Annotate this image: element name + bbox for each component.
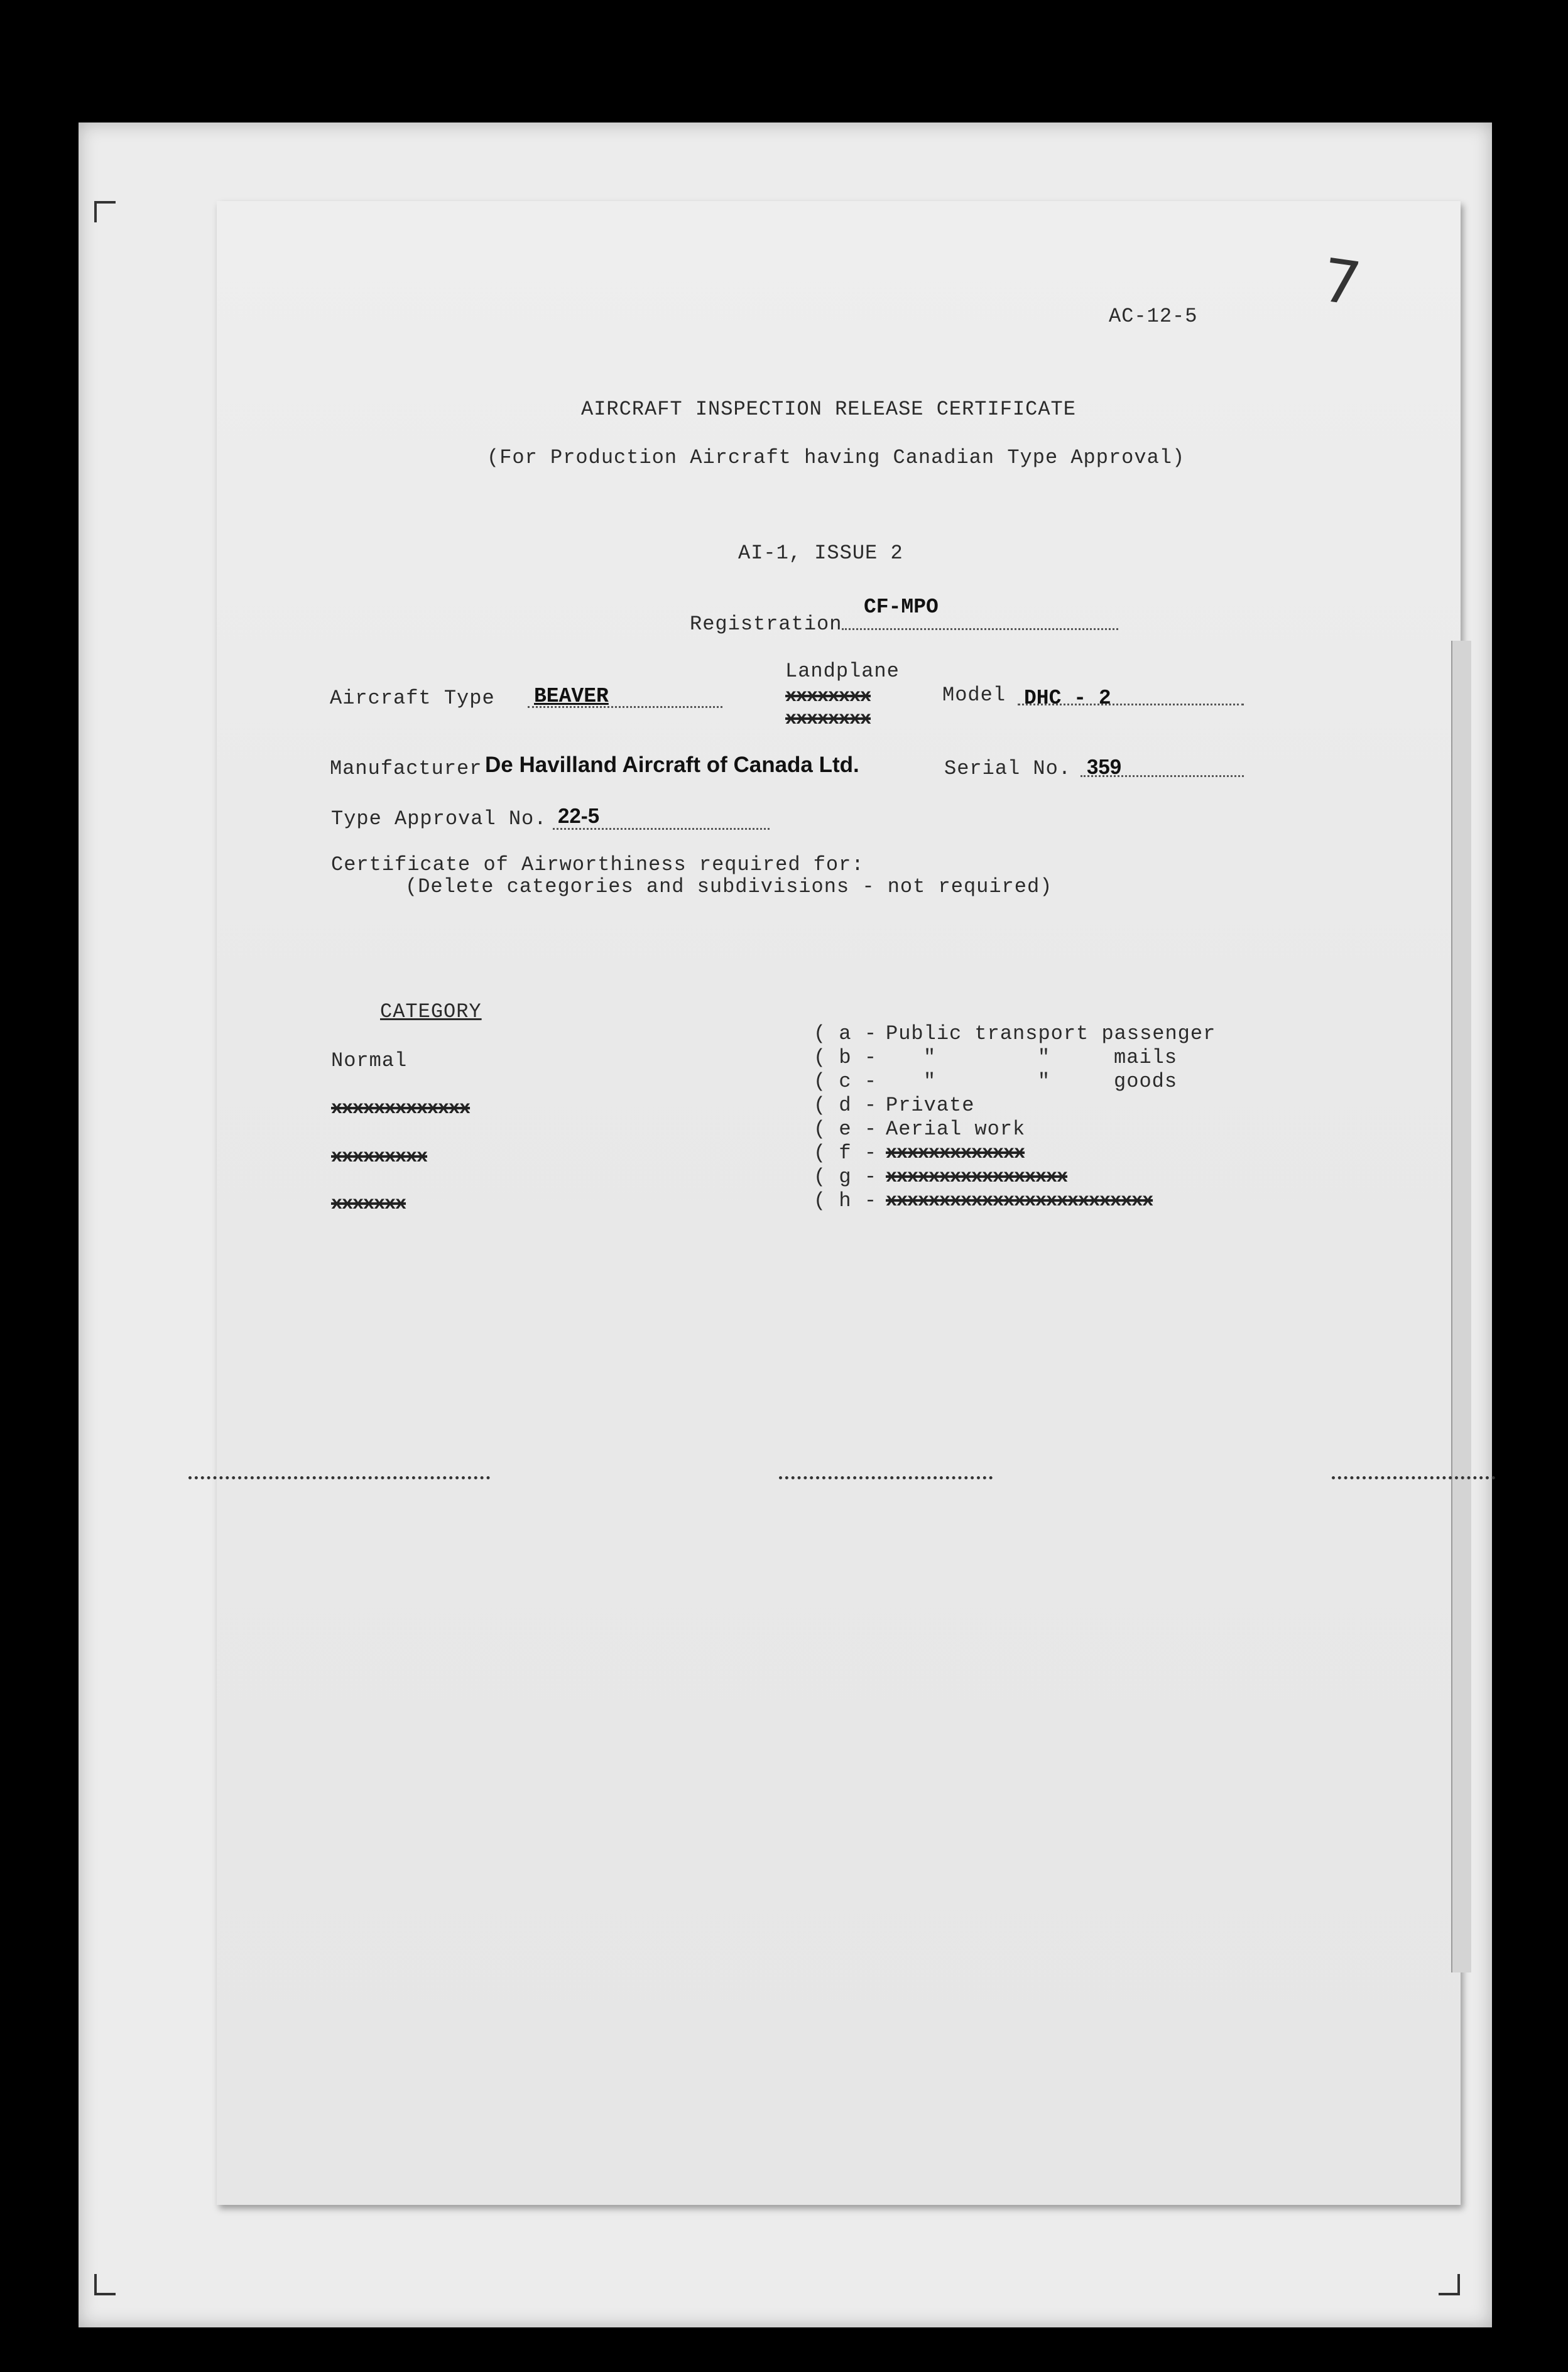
certificate-line-1: Certificate of Airworthiness required for: (331, 853, 864, 876)
form-code: AC-12-5 (1109, 305, 1198, 328)
corner-mark-bottom-left (94, 2274, 116, 2295)
document-title: AIRCRAFT INSPECTION RELEASE CERTIFICATE (581, 398, 1076, 421)
subdivision-e-text: Aerial work (886, 1118, 1026, 1141)
registration-value: CF-MPO (864, 596, 939, 619)
subdivision-h-struck: xxxxxxxxxxxxxxxxxxxxxxxxx (886, 1190, 1153, 1212)
subdivision-a-marker: ( a - (814, 1022, 878, 1045)
type-approval-line (553, 828, 770, 830)
category-struck-2: xxxxxxxxx (331, 1146, 428, 1168)
serial-line (1081, 775, 1244, 777)
aircraft-type-label: Aircraft Type (330, 687, 495, 710)
fold-line-middle (779, 1476, 993, 1479)
subdivision-d-marker: ( d - (814, 1094, 878, 1117)
subdivision-h-marker: ( h - (814, 1189, 878, 1212)
category-struck-3: xxxxxxx (331, 1194, 406, 1215)
certificate-line-2: (Delete categories and subdivisions - not required) (405, 875, 1053, 898)
subdivision-e-marker: ( e - (814, 1118, 878, 1141)
aircraft-type-value: BEAVER (534, 685, 609, 708)
fold-line-left (188, 1476, 490, 1479)
subdivision-b-text: " " mails (923, 1046, 1178, 1069)
serial-value: 359 (1087, 755, 1122, 778)
subdivision-d-text: Private (886, 1094, 975, 1117)
corner-mark-bottom-right (1439, 2274, 1460, 2295)
landplane-struck-2: xxxxxxxx (785, 709, 871, 730)
document-subtitle: (For Production Aircraft having Canadian Type Approval) (487, 446, 1185, 469)
type-approval-label: Type Approval No. (331, 807, 547, 830)
category-normal: Normal (331, 1049, 408, 1072)
landplane-struck-1: xxxxxxxx (785, 686, 871, 707)
aircraft-type-line (528, 706, 722, 708)
model-value: DHC - 2 (1024, 687, 1111, 710)
subdivision-c-marker: ( c - (814, 1070, 878, 1093)
landplane-label: Landplane (785, 660, 900, 683)
fold-line-right (1332, 1476, 1495, 1479)
type-approval-value: 22-5 (558, 804, 600, 827)
subdivision-f-marker: ( f - (814, 1141, 878, 1165)
model-line (1018, 704, 1244, 705)
subdivision-c-text: " " goods (923, 1070, 1178, 1093)
manufacturer-label: Manufacturer (330, 757, 482, 780)
registration-label: Registration (690, 612, 842, 636)
page-number: 7 (1317, 246, 1365, 320)
subdivision-a-text: Public transport passenger (886, 1022, 1216, 1045)
category-heading: CATEGORY (380, 1000, 482, 1023)
sheet-edge (1451, 641, 1471, 1972)
serial-label: Serial No. (944, 757, 1072, 780)
subdivision-g-marker: ( g - (814, 1165, 878, 1189)
issue-label: AI-1, ISSUE 2 (738, 541, 903, 565)
registration-line (842, 628, 1118, 630)
subdivision-g-struck: xxxxxxxxxxxxxxxxx (886, 1167, 1068, 1188)
subdivision-b-marker: ( b - (814, 1046, 878, 1069)
category-struck-1: xxxxxxxxxxxxx (331, 1098, 471, 1119)
model-label: Model (942, 683, 1006, 707)
subdivision-f-struck: xxxxxxxxxxxxx (886, 1143, 1025, 1164)
manufacturer-value: De Havilland Aircraft of Canada Ltd. (485, 753, 859, 777)
corner-mark-top-left (94, 201, 116, 222)
